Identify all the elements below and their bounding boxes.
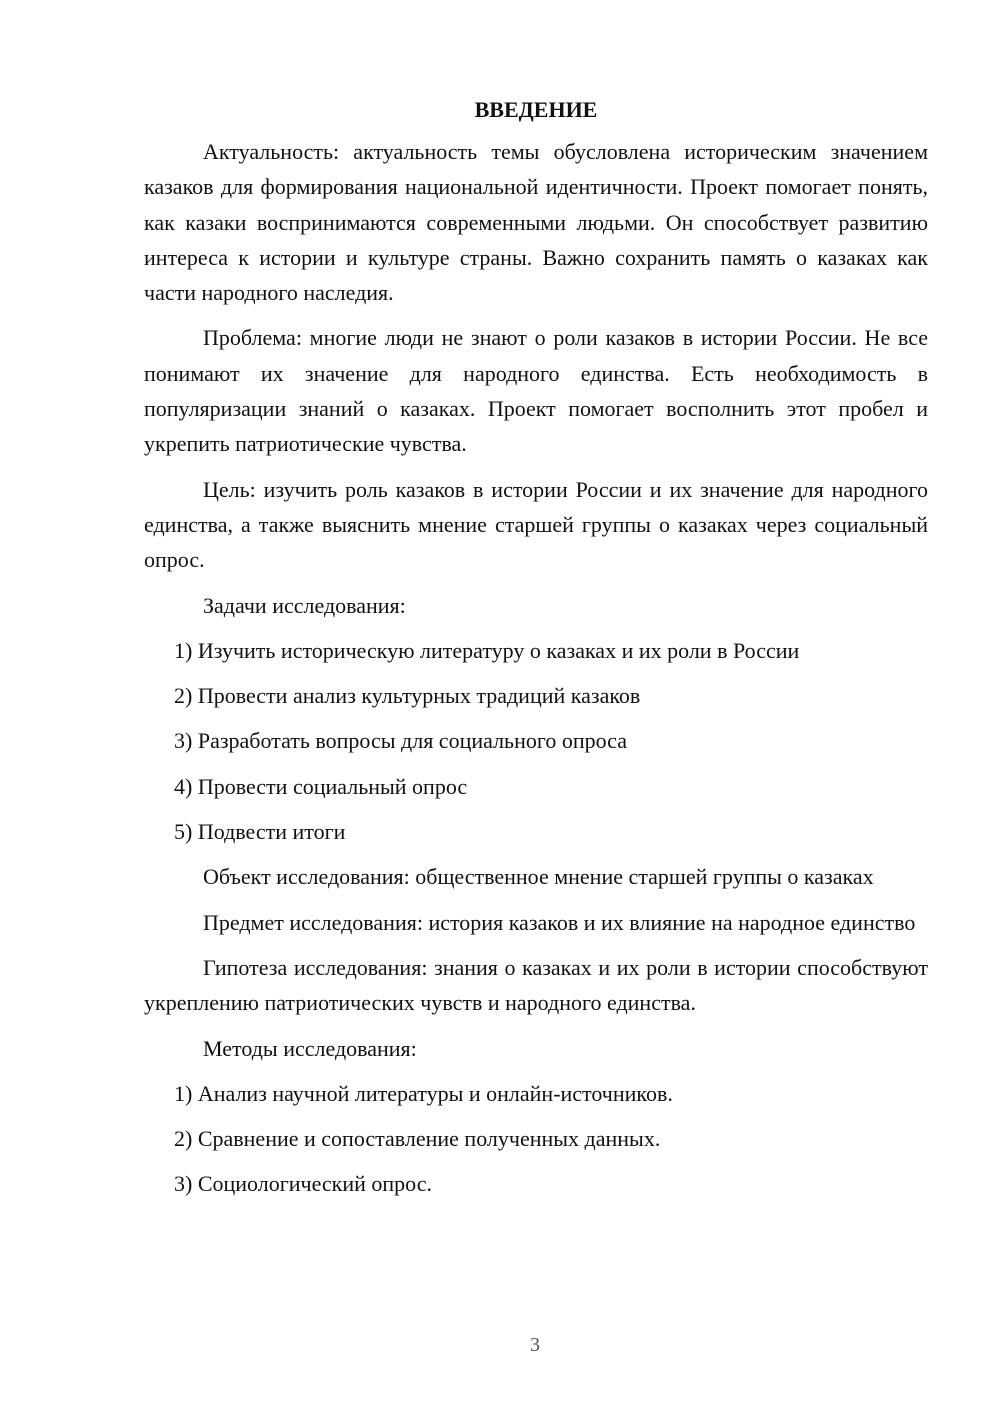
subject-paragraph: Предмет исследования: история казаков и их влияние на народное единство <box>203 909 916 935</box>
list-item-number: 1) <box>174 637 193 663</box>
problem-paragraph: Проблема: многие люди не знают о роли казаков в истории России. Не все понимают их значение для народного единства. Есть необходимость в популяризации знаний о казаках. Проект помогает восполнить этот пробел и укрепить патриотические чувства. <box>144 325 928 457</box>
hypothesis-paragraph: Гипотеза исследования: знания о казаках и их роли в истории способствуют укреплению патриотических чувств и народного единства. <box>144 954 928 1016</box>
list-item-number: 4) <box>174 773 193 799</box>
list-item-text: Анализ научной литературы и онлайн-источников. <box>197 1080 673 1106</box>
list-item <box>144 814 928 849</box>
page-number: 3 <box>530 1334 540 1356</box>
goal-paragraph: Цель: изучить роль казаков в истории России и их значение для народного единства, а также выяснить мнение старшей группы о казаках через социальный опрос. <box>144 476 928 573</box>
list-item <box>144 723 928 758</box>
list-item-text: Подвести итоги <box>197 819 346 845</box>
methods-heading: Методы исследования: <box>203 1035 417 1061</box>
list-item <box>144 678 928 713</box>
list-item-number: 3) <box>174 1171 193 1197</box>
list-item-number: 1) <box>174 1080 193 1106</box>
list-item-text: Социологический опрос. <box>197 1171 432 1197</box>
object-paragraph: Объект исследования: общественное мнение старшей группы о казаках <box>203 864 874 890</box>
list-item <box>144 1076 928 1111</box>
list-item-text: Провести анализ культурных традиций казаков <box>197 683 641 709</box>
page-body <box>144 92 928 1212</box>
list-item-text: Провести социальный опрос <box>197 773 468 799</box>
list-item <box>144 769 928 804</box>
list-item-text: Сравнение и сопоставление полученных данных. <box>197 1126 661 1152</box>
list-item <box>144 633 928 668</box>
methods-list <box>144 1076 928 1202</box>
list-item-number: 2) <box>174 1126 193 1152</box>
list-item <box>144 1121 928 1156</box>
list-item-number: 5) <box>174 819 193 845</box>
list-item-number: 3) <box>174 728 193 754</box>
list-item-text: Изучить историческую литературу о казаках и их роли в России <box>197 637 800 663</box>
list-item-number: 2) <box>174 683 193 709</box>
section-title: ВВЕДЕНИЕ <box>474 97 598 122</box>
list-item <box>144 1166 928 1201</box>
relevance-paragraph: Актуальность: актуальность темы обусловлена историческим значением казаков для формирования национальной идентичности. Проект помогает понять, как казаки воспринимаются современными людьми. Он способствует развитию интереса к истории и культуре страны. Важно сохранить память о казаках как части народного наследия. <box>144 139 928 306</box>
list-item-text: Разработать вопросы для социального опроса <box>197 728 627 754</box>
tasks-heading: Задачи исследования: <box>203 592 406 618</box>
tasks-list <box>144 633 928 849</box>
